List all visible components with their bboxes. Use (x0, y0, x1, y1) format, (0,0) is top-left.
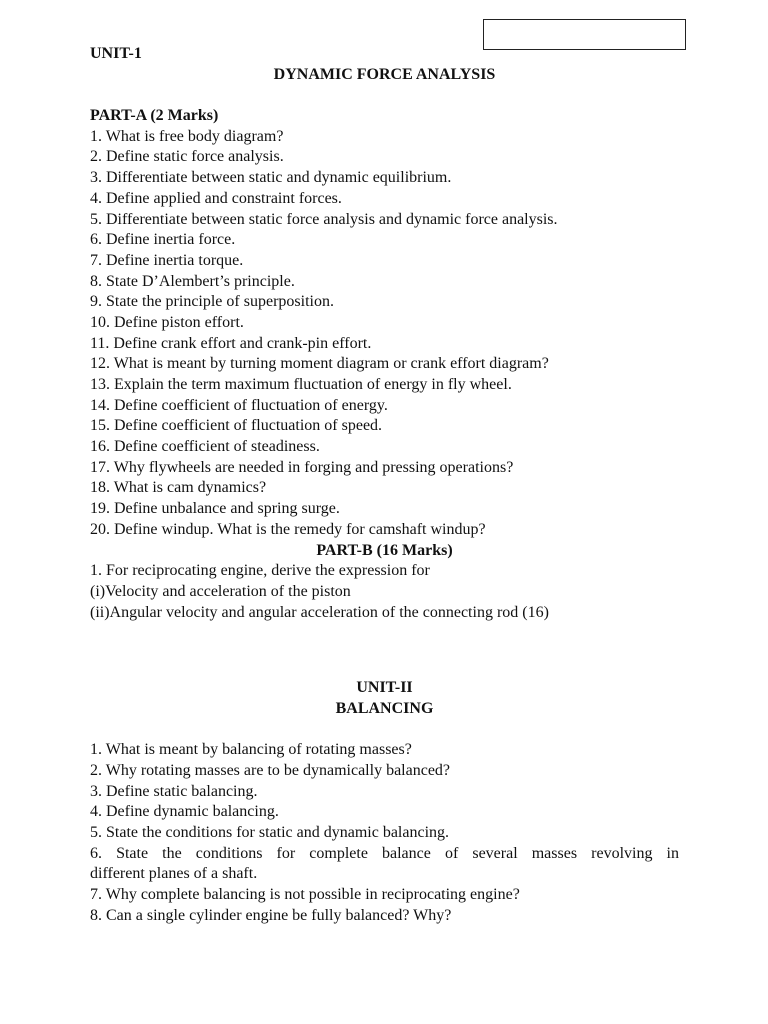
part-a-question-list (90, 127, 679, 541)
question-item: 4. Define applied and constraint forces. (90, 189, 342, 207)
question-item: 12. What is meant by turning moment diagram or crank effort diagram? (90, 355, 549, 373)
question-item: 6. Define inertia force. (90, 231, 236, 249)
unit1-title: DYNAMIC FORCE ANALYSIS (273, 65, 496, 83)
question-item: (i)Velocity and acceleration of the piston (90, 582, 351, 600)
question-item: 1. What is free body diagram? (90, 127, 284, 145)
question-item: 17. Why flywheels are needed in forging and pressing operations? (90, 458, 514, 476)
question-item: 1. What is meant by balancing of rotating masses? (90, 741, 412, 759)
question-item: 18. What is cam dynamics? (90, 479, 267, 497)
question-item: 14. Define coefficient of fluctuation of energy. (90, 396, 388, 414)
question-item: 1. For reciprocating engine, derive the expression for (90, 562, 430, 580)
question-item: 4. Define dynamic balancing. (90, 803, 279, 821)
unit2-title: BALANCING (335, 699, 434, 717)
spacer (90, 85, 679, 106)
question-item: 6. State the conditions for complete balance of several masses revolving in (90, 844, 679, 862)
question-item: 20. Define windup. What is the remedy for camshaft windup? (90, 520, 486, 538)
question-item: 16. Define coefficient of steadiness. (90, 438, 320, 456)
question-item: 8. State D’Alembert’s principle. (90, 272, 295, 290)
question-item: 19. Define unbalance and spring surge. (90, 500, 340, 518)
unit1-heading: UNIT-1 (90, 45, 142, 62)
question-item: 9. State the principle of superposition. (90, 293, 334, 311)
question-item: 7. Define inertia torque. (90, 251, 244, 269)
question-item: 5. Differentiate between static force analysis and dynamic force analysis. (90, 210, 558, 228)
unit2-question-list (90, 740, 679, 926)
question-item: 15. Define coefficient of fluctuation of speed. (90, 417, 383, 435)
part-b-question-list (90, 561, 679, 623)
question-item: 7. Why complete balancing is not possible in reciprocating engine? (90, 886, 520, 904)
part-a-heading: PART-A (2 Marks) (90, 107, 219, 125)
part-b-heading: PART-B (16 Marks) (316, 541, 453, 559)
question-item: 11. Define crank effort and crank-pin effort. (90, 334, 372, 352)
question-item: 2. Define static force analysis. (90, 148, 284, 166)
question-item: 3. Define static balancing. (90, 782, 258, 800)
question-item: 5. State the conditions for static and dynamic balancing. (90, 824, 450, 842)
question-item: 3. Differentiate between static and dynamic equilibrium. (90, 169, 452, 187)
question-item: (ii)Angular velocity and angular acceleration of the connecting rod (16) (90, 603, 549, 621)
question-item: 10. Define piston effort. (90, 313, 244, 331)
question-item-continuation: different planes of a shaft. (90, 865, 258, 883)
page-content (90, 44, 679, 927)
question-item: 2. Why rotating masses are to be dynamically balanced? (90, 762, 451, 779)
unit2-heading: UNIT-II (356, 679, 413, 697)
question-item: 13. Explain the term maximum fluctuation of energy in fly wheel. (90, 376, 512, 393)
question-item: 8. Can a single cylinder engine be fully balanced? Why? (90, 906, 452, 924)
spacer (90, 623, 679, 678)
spacer (90, 720, 679, 741)
